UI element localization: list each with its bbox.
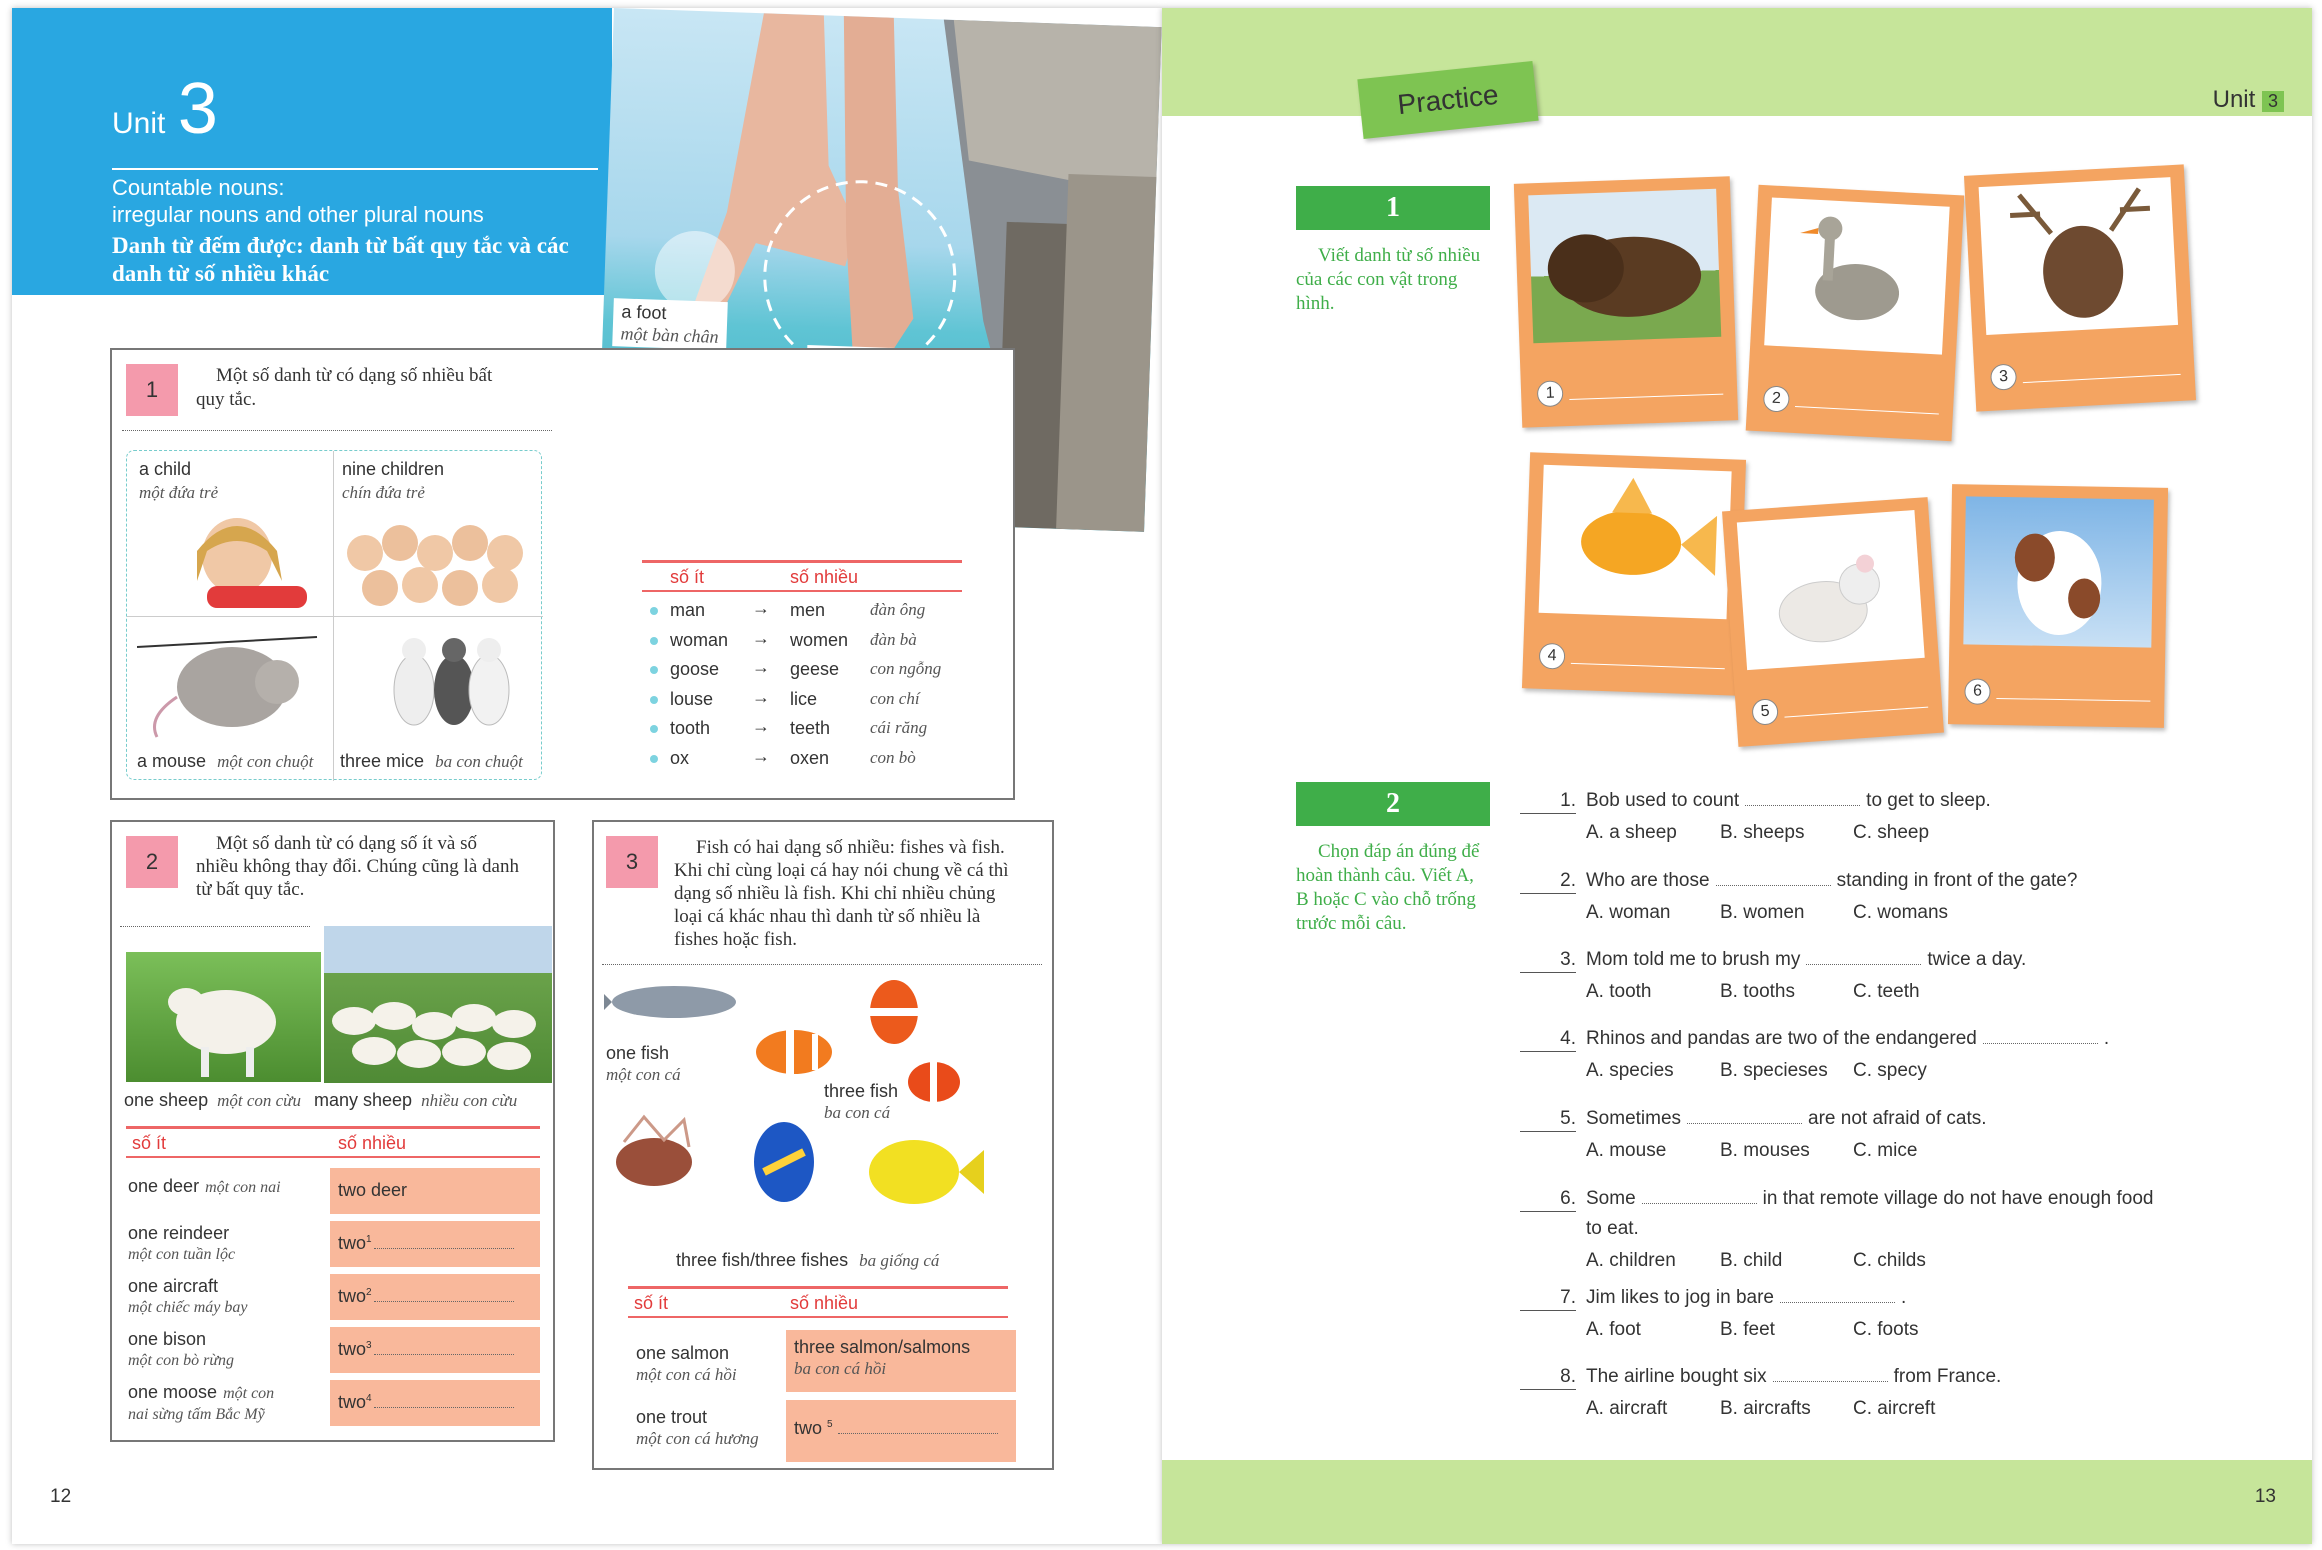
irregular-row bbox=[642, 746, 972, 774]
option-b[interactable]: B. child bbox=[1720, 1250, 1783, 1271]
section-3-text-line: loại cá khác nhau thì danh từ số nhiều là bbox=[674, 906, 981, 927]
exercise-1-badge: 1 bbox=[1296, 186, 1490, 230]
exercise-2-instructions bbox=[1296, 840, 1496, 936]
question-text-before: Jim likes to jog in bare bbox=[1586, 1287, 1774, 1308]
singular-cell bbox=[128, 1223, 328, 1265]
singular-cell bbox=[128, 1382, 328, 1425]
question-text-before: The airline bought six bbox=[1586, 1366, 1767, 1387]
one-fish-label-vi: một con cá bbox=[606, 1065, 681, 1084]
many-sheep-label: many sheep bbox=[313, 1090, 413, 1110]
salmon-label-vi: một con cá hồi bbox=[636, 1365, 737, 1384]
irregular-row bbox=[642, 657, 972, 685]
singular: goose bbox=[670, 659, 720, 679]
col-plural: số nhiều bbox=[790, 1293, 859, 1313]
option-a[interactable]: A. species bbox=[1586, 1060, 1674, 1081]
bison-image bbox=[1528, 189, 1721, 343]
answer-blank[interactable] bbox=[1520, 949, 1576, 973]
same-form-row bbox=[126, 1168, 540, 1218]
bullet-icon bbox=[650, 637, 658, 645]
three-fishes-label-vi: ba giống cá bbox=[859, 1251, 940, 1270]
answer-blank[interactable] bbox=[374, 1235, 514, 1249]
option-b[interactable]: B. tooths bbox=[1720, 981, 1795, 1002]
plural: women bbox=[790, 629, 849, 650]
question-text-before: Mom told me to brush my bbox=[1586, 949, 1801, 970]
question-text bbox=[1586, 1188, 2153, 1210]
animal-number: 4 bbox=[1539, 643, 1566, 670]
animal-number: 5 bbox=[1751, 698, 1779, 726]
question-item bbox=[1520, 1028, 2280, 1098]
a-foot-text: a foot bbox=[621, 301, 667, 324]
col-plural: số nhiều bbox=[338, 1133, 407, 1153]
animal-card-5 bbox=[1722, 497, 1944, 747]
animal-number: 6 bbox=[1964, 678, 1990, 704]
plural: lice bbox=[790, 688, 818, 709]
unit-subtitle-en bbox=[112, 174, 484, 228]
section-2-text-line: Một số danh từ có dạng số ít và số bbox=[216, 833, 477, 854]
mouse-image bbox=[1737, 510, 1925, 670]
mice-caption bbox=[340, 751, 523, 772]
same-form-row bbox=[126, 1380, 540, 1430]
cow-image bbox=[1963, 496, 2154, 647]
goose-image bbox=[1764, 197, 1950, 354]
meaning-vi: một con bò rừng bbox=[128, 1352, 235, 1369]
question-text bbox=[1586, 1108, 1987, 1130]
three-fishes-label: three fish/three fishes bbox=[676, 1250, 849, 1270]
bullet-icon bbox=[650, 755, 658, 763]
option-a[interactable]: A. children bbox=[1586, 1250, 1676, 1271]
left-page bbox=[12, 8, 1162, 1544]
meaning-vi: cái răng bbox=[870, 718, 928, 737]
meaning-vi: đàn bà bbox=[870, 629, 917, 649]
question-text-after: to get to sleep. bbox=[1866, 790, 1991, 811]
arrow-icon: → bbox=[752, 716, 770, 736]
question-gap[interactable] bbox=[1780, 1289, 1895, 1303]
option-b[interactable]: B. feet bbox=[1720, 1319, 1775, 1340]
goldfish-image bbox=[1539, 465, 1732, 619]
section-1-table-header bbox=[642, 560, 962, 592]
answer-blank[interactable] bbox=[1520, 1287, 1576, 1311]
subtitle-en-line: irregular nouns and other plural nouns bbox=[112, 202, 484, 227]
right-page bbox=[1162, 8, 2312, 1544]
answer-line[interactable] bbox=[2023, 374, 2181, 383]
bullet-icon bbox=[650, 696, 658, 704]
option-b[interactable]: B. mouses bbox=[1720, 1140, 1810, 1161]
singular: one aircraft bbox=[128, 1276, 219, 1296]
section-1-box bbox=[110, 348, 1015, 800]
exercise-2-badge: 2 bbox=[1296, 782, 1490, 826]
singular-line bbox=[128, 1382, 328, 1404]
mice-cell bbox=[334, 617, 543, 781]
plural: geese bbox=[790, 659, 840, 679]
meaning-vi: con bò bbox=[870, 747, 916, 767]
answer-blank[interactable] bbox=[374, 1394, 514, 1408]
question-number: 8. bbox=[1560, 1366, 1576, 1387]
ex2-text-line: hoàn thành câu. Viết A, bbox=[1296, 865, 1474, 886]
option-c[interactable]: C. womans bbox=[1853, 902, 1949, 923]
question-number: 2. bbox=[1560, 870, 1576, 891]
section-3-text-line: dạng số nhiều là fish. Khi chỉ nhiều chủng bbox=[674, 883, 996, 904]
singular-cell bbox=[128, 1176, 328, 1198]
animal-number: 2 bbox=[1763, 385, 1790, 412]
a-foot-label bbox=[612, 298, 728, 350]
same-form-row bbox=[126, 1221, 540, 1271]
reindeer-image bbox=[1979, 177, 2178, 335]
question-text-after: twice a day. bbox=[1927, 949, 2027, 970]
unit-tag bbox=[2213, 86, 2284, 114]
question-text-before: Rhinos and pandas are two of the endangered bbox=[1586, 1028, 1977, 1049]
plural: two deer bbox=[338, 1180, 408, 1200]
animal-number: 1 bbox=[1537, 380, 1564, 407]
unit-header bbox=[12, 8, 612, 295]
question-text-after: from France. bbox=[1893, 1366, 2002, 1387]
irregular-row bbox=[642, 687, 972, 715]
three-fishes-caption bbox=[676, 1250, 939, 1271]
trout-label-vi: một con cá hương bbox=[636, 1429, 759, 1448]
question-item bbox=[1520, 949, 2280, 1019]
three-fish-label-vi: ba con cá bbox=[824, 1103, 891, 1122]
practice-label: Practice bbox=[1396, 78, 1500, 121]
question-gap[interactable] bbox=[1773, 1368, 1888, 1382]
page-number-right: 13 bbox=[2254, 1486, 2276, 1507]
section-2-rule bbox=[120, 926, 310, 927]
singular: man bbox=[670, 600, 706, 620]
col-singular: số ít bbox=[670, 567, 705, 587]
option-c[interactable]: C. foots bbox=[1853, 1319, 1919, 1340]
child-label-vi: một đứa trẻ bbox=[139, 483, 219, 502]
question-item bbox=[1520, 1366, 2280, 1436]
question-gap[interactable] bbox=[1806, 951, 1921, 965]
option-b[interactable]: B. sheeps bbox=[1720, 822, 1805, 843]
option-a[interactable]: A. mouse bbox=[1586, 1140, 1667, 1161]
arrow-icon: → bbox=[752, 627, 770, 648]
plural-cell bbox=[330, 1380, 540, 1426]
blank-number: 1 bbox=[366, 1234, 372, 1245]
singular-cell bbox=[128, 1276, 328, 1318]
blank-number: 4 bbox=[366, 1393, 372, 1404]
singular: louse bbox=[670, 688, 714, 709]
section-3-rule bbox=[602, 964, 1042, 965]
question-text-after: standing in front of the gate? bbox=[1836, 870, 2078, 891]
section-2-box bbox=[110, 820, 555, 1442]
sheep-captions bbox=[124, 1090, 517, 1111]
bullet-icon bbox=[650, 666, 658, 674]
question-text-after: are not afraid of cats. bbox=[1808, 1108, 1987, 1129]
salmon-plural-cell bbox=[786, 1330, 1016, 1392]
child-label: a child bbox=[139, 459, 192, 479]
question-gap[interactable] bbox=[1983, 1030, 2098, 1044]
section-2-text-line: từ bất quy tắc. bbox=[196, 879, 305, 900]
option-c[interactable]: C. teeth bbox=[1853, 981, 1920, 1002]
question-text bbox=[1586, 1366, 2001, 1388]
ex2-text-line: B hoặc C vào chỗ trống bbox=[1296, 889, 1476, 910]
question-text bbox=[1586, 1287, 1906, 1309]
mouse-image bbox=[137, 627, 327, 742]
plural: two bbox=[338, 1233, 367, 1253]
ex1-text-line: hình. bbox=[1296, 293, 1335, 314]
option-a[interactable]: A. a sheep bbox=[1586, 822, 1677, 843]
option-a[interactable]: A. aircraft bbox=[1586, 1398, 1668, 1419]
section-3-table-header bbox=[628, 1286, 1008, 1318]
animal-card-1 bbox=[1514, 176, 1738, 427]
unit-tag-number: 3 bbox=[2262, 91, 2284, 112]
singular: one moose bbox=[128, 1382, 218, 1402]
option-c[interactable]: C. specy bbox=[1853, 1060, 1927, 1081]
option-a[interactable]: A. foot bbox=[1586, 1319, 1641, 1340]
unit-divider bbox=[112, 168, 598, 170]
question-item bbox=[1520, 1287, 2280, 1357]
plural: two bbox=[338, 1339, 367, 1359]
animal-card-4 bbox=[1522, 452, 1746, 695]
question-item bbox=[1520, 1108, 2280, 1178]
trout-blank[interactable] bbox=[838, 1420, 998, 1434]
blank-number: 3 bbox=[366, 1340, 372, 1351]
singular: one reindeer bbox=[128, 1223, 230, 1243]
one-fish-label: one fish bbox=[606, 1043, 670, 1063]
answer-blank[interactable] bbox=[1520, 1108, 1576, 1132]
section-2-table-header bbox=[126, 1126, 540, 1158]
answer-blank[interactable] bbox=[374, 1341, 514, 1355]
blank-number: 2 bbox=[366, 1287, 372, 1298]
answer-line[interactable] bbox=[1784, 707, 1928, 718]
question-item bbox=[1520, 790, 2280, 860]
section-3-badge: 3 bbox=[606, 836, 658, 888]
children-label-vi: chín đứa trẻ bbox=[342, 483, 425, 502]
question-gap[interactable] bbox=[1687, 1110, 1802, 1124]
answer-line[interactable] bbox=[1996, 698, 2150, 702]
subtitle-vi-line: Danh từ đếm được: danh từ bất quy tắc và các bbox=[112, 233, 569, 258]
plural: two bbox=[338, 1392, 367, 1412]
singular: tooth bbox=[670, 718, 711, 738]
option-c[interactable]: C. childs bbox=[1853, 1250, 1926, 1271]
unit-subtitle-vi bbox=[112, 232, 569, 288]
animal-card-2 bbox=[1746, 185, 1965, 441]
question-number: 7. bbox=[1560, 1287, 1576, 1308]
meaning-vi: một chiếc máy bay bbox=[128, 1299, 248, 1316]
section-1-text-line: quy tắc. bbox=[196, 389, 257, 410]
salmon-plural: three salmon/salmons bbox=[794, 1337, 971, 1357]
meaning-vi: đàn ông bbox=[870, 600, 926, 619]
section-3-box bbox=[592, 820, 1054, 1470]
singular-cell bbox=[128, 1329, 328, 1371]
question-gap[interactable] bbox=[1642, 1190, 1757, 1204]
meaning-vi: một con bbox=[223, 1385, 275, 1402]
one-sheep-image bbox=[126, 952, 321, 1082]
one-sheep-label-vi: một con cừu bbox=[217, 1091, 301, 1110]
meaning-vi: con chí bbox=[870, 688, 920, 708]
many-sheep-label-vi: nhiều con cừu bbox=[421, 1091, 518, 1110]
irregular-row bbox=[642, 628, 972, 656]
plural-cell bbox=[330, 1168, 540, 1214]
question-text-before: Who are those bbox=[1586, 870, 1710, 891]
one-fish-caption bbox=[606, 1042, 681, 1086]
question-text bbox=[1586, 949, 2026, 971]
subtitle-en-line: Countable nouns: bbox=[112, 175, 285, 200]
bullet-icon bbox=[650, 725, 658, 733]
answer-blank[interactable] bbox=[374, 1288, 514, 1302]
question-text-after: in that remote village do not have enough food bbox=[1762, 1188, 2154, 1209]
section-2-badge: 2 bbox=[126, 836, 178, 888]
plural: teeth bbox=[790, 718, 831, 738]
mice-image bbox=[374, 625, 524, 743]
section-2-text-line: nhiều không thay đổi. Chúng cũng là danh bbox=[196, 856, 519, 877]
option-a[interactable]: A. tooth bbox=[1586, 981, 1652, 1002]
question-text bbox=[1586, 1028, 2109, 1050]
many-sheep-image bbox=[324, 926, 552, 1083]
bullet-icon bbox=[650, 607, 658, 615]
option-c[interactable]: C. mice bbox=[1853, 1140, 1918, 1161]
singular: ox bbox=[670, 747, 690, 768]
mice-label: three mice bbox=[340, 751, 425, 771]
bottom-band bbox=[1162, 1460, 2312, 1544]
animal-card-3 bbox=[1964, 164, 2196, 411]
question-number: 3. bbox=[1560, 949, 1576, 970]
col-plural: số nhiều bbox=[790, 567, 859, 587]
children-image bbox=[340, 513, 540, 613]
singular: one deer bbox=[128, 1176, 200, 1196]
option-a[interactable]: A. woman bbox=[1586, 902, 1671, 923]
section-1-rule bbox=[122, 430, 552, 431]
section-1-grid bbox=[126, 450, 542, 780]
meaning-vi: một con nai bbox=[205, 1179, 281, 1196]
answer-blank[interactable] bbox=[1520, 1188, 1576, 1212]
question-number: 6. bbox=[1560, 1188, 1576, 1209]
irregular-row bbox=[642, 716, 972, 744]
child-image bbox=[167, 511, 317, 611]
arrow-icon: → bbox=[752, 657, 770, 677]
mouse-label: a mouse bbox=[137, 751, 207, 771]
answer-blank[interactable] bbox=[1520, 1028, 1576, 1052]
section-3-text-line: Khi chỉ cùng loại cá hay nói chung về cá thì bbox=[674, 860, 1009, 881]
page-number-left: 12 bbox=[50, 1486, 72, 1507]
answer-blank[interactable] bbox=[1520, 1366, 1576, 1390]
section-1-text bbox=[196, 364, 556, 412]
top-band bbox=[1162, 8, 2312, 116]
three-fish-caption bbox=[824, 1080, 898, 1124]
section-1-text-line: Một số danh từ có dạng số nhiều bất bbox=[216, 365, 493, 386]
section-3-text-line: Fish có hai dạng số nhiều: fishes và fish. bbox=[696, 837, 1005, 858]
animal-card-6 bbox=[1948, 484, 2168, 728]
question-number: 1. bbox=[1560, 790, 1576, 811]
arrow-icon: → bbox=[752, 745, 770, 766]
section-3-text-line: fishes hoặc fish. bbox=[674, 929, 797, 950]
unit-tag-label: Unit bbox=[2212, 86, 2256, 113]
ex2-text-line: Chọn đáp án đúng để bbox=[1318, 841, 1480, 862]
question-text-before: Some bbox=[1586, 1188, 1636, 1209]
ex1-text-line: Viết danh từ số nhiều bbox=[1318, 245, 1481, 266]
question-item bbox=[1520, 870, 2280, 940]
question-text-after: . bbox=[1900, 1287, 1907, 1308]
trout-blank-number: 5 bbox=[827, 1419, 833, 1430]
option-b[interactable]: B. specieses bbox=[1720, 1060, 1828, 1081]
answer-line[interactable] bbox=[1795, 406, 1939, 415]
trout-label: one trout bbox=[636, 1407, 708, 1427]
ex2-text-line: trước mỗi câu. bbox=[1296, 913, 1407, 934]
ex1-text-line: của các con vật trong bbox=[1296, 269, 1458, 290]
mice-label-vi: ba con chuột bbox=[435, 752, 523, 771]
plural-cell bbox=[330, 1221, 540, 1267]
meaning-vi: nai sừng tấm Bắc Mỹ bbox=[128, 1406, 265, 1423]
option-b[interactable]: B. aircrafts bbox=[1720, 1398, 1811, 1419]
trout-singular bbox=[636, 1406, 759, 1450]
section-2-text bbox=[196, 832, 546, 901]
answer-blank[interactable] bbox=[1520, 870, 1576, 894]
salmon-label: one salmon bbox=[636, 1343, 730, 1363]
meaning-vi: một con tuần lộc bbox=[128, 1246, 236, 1263]
col-singular: số ít bbox=[132, 1133, 167, 1153]
unit-title bbox=[112, 68, 218, 150]
salmon-plural-vi: ba con cá hồi bbox=[794, 1359, 887, 1378]
trout-plural-cell bbox=[786, 1400, 1016, 1462]
option-b[interactable]: B. women bbox=[1720, 902, 1805, 923]
subtitle-vi-line: danh từ số nhiều khác bbox=[112, 261, 330, 286]
plural: two bbox=[338, 1286, 367, 1306]
same-form-row bbox=[126, 1274, 540, 1324]
arrow-icon: → bbox=[752, 598, 770, 618]
one-sheep-label: one sheep bbox=[124, 1090, 209, 1110]
trout-plural: two bbox=[794, 1418, 823, 1438]
question-text bbox=[1586, 870, 2077, 892]
mouse-label-vi: một con chuột bbox=[217, 752, 314, 771]
children-label: nine children bbox=[342, 459, 445, 479]
exercise-1-instructions bbox=[1296, 244, 1496, 316]
plural: men bbox=[790, 600, 826, 620]
question-gap[interactable] bbox=[1716, 872, 1831, 886]
answer-blank[interactable] bbox=[1520, 790, 1576, 814]
answer-line[interactable] bbox=[1569, 394, 1723, 400]
mouse-caption bbox=[137, 751, 313, 772]
question-number: 4. bbox=[1560, 1028, 1576, 1049]
child-cell bbox=[127, 451, 334, 617]
option-c[interactable]: C. sheep bbox=[1853, 822, 1930, 843]
a-foot-text-vi: một bàn chân bbox=[620, 323, 719, 347]
question-text-cont: to eat. bbox=[1586, 1218, 1639, 1239]
irregular-row bbox=[642, 598, 972, 626]
question-gap[interactable] bbox=[1745, 792, 1860, 806]
answer-line[interactable] bbox=[1571, 663, 1725, 669]
plural-cell bbox=[330, 1274, 540, 1320]
question-number: 5. bbox=[1560, 1108, 1576, 1129]
unit-number: 3 bbox=[177, 69, 218, 149]
col-singular: số ít bbox=[634, 1293, 669, 1313]
plural-cell bbox=[330, 1327, 540, 1373]
children-cell bbox=[334, 451, 543, 617]
singular: one bison bbox=[128, 1329, 207, 1349]
plural: oxen bbox=[790, 747, 830, 768]
section-3-text bbox=[674, 836, 1044, 951]
question-text-before: Bob used to count bbox=[1586, 790, 1740, 811]
arrow-icon: → bbox=[752, 686, 770, 707]
question-text-before: Sometimes bbox=[1586, 1108, 1682, 1129]
salmon-singular bbox=[636, 1342, 737, 1386]
same-form-row bbox=[126, 1327, 540, 1377]
meaning-vi: con ngỗng bbox=[870, 659, 942, 678]
three-fish-label: three fish bbox=[824, 1081, 899, 1101]
section-1-badge: 1 bbox=[126, 364, 178, 416]
question-text-after: . bbox=[2103, 1028, 2110, 1049]
mouse-cell bbox=[127, 617, 334, 781]
question-item bbox=[1520, 1188, 2280, 1298]
option-c[interactable]: C. aircreft bbox=[1853, 1398, 1936, 1419]
animal-number: 3 bbox=[1990, 363, 2017, 390]
question-text bbox=[1586, 790, 1991, 812]
unit-label: Unit bbox=[112, 107, 166, 140]
singular: woman bbox=[670, 629, 729, 650]
